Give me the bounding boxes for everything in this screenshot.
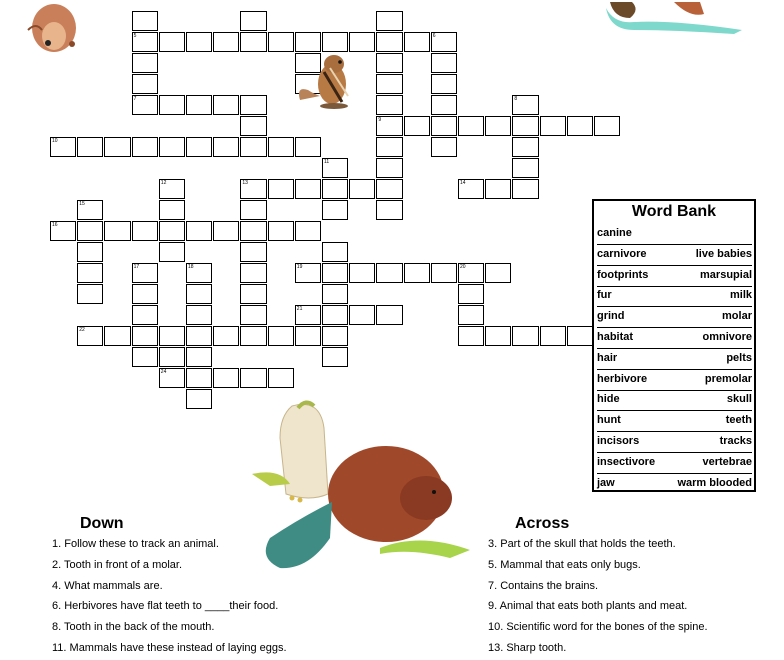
grid-cell[interactable] — [77, 263, 103, 283]
grid-cell[interactable] — [349, 305, 375, 325]
grid-cell[interactable] — [376, 11, 402, 31]
grid-cell[interactable] — [458, 116, 484, 136]
grid-cell[interactable] — [77, 326, 103, 346]
word-bank-row — [597, 245, 752, 266]
grid-cell[interactable] — [77, 242, 103, 262]
grid-cell[interactable] — [458, 326, 484, 346]
grid-cell[interactable] — [132, 53, 158, 73]
across-title: Across — [515, 515, 570, 532]
grid-cell[interactable] — [240, 221, 266, 241]
grid-cell[interactable] — [213, 326, 239, 346]
grid-cell[interactable] — [132, 326, 158, 346]
down-clue: 11. Mammals have these instead of laying eggs. — [52, 642, 287, 654]
word-bank-word: herbivore — [597, 372, 648, 385]
word-bank-word: marsupial — [700, 268, 752, 281]
word-bank-title: Word Bank — [631, 203, 717, 220]
grid-cell[interactable] — [213, 368, 239, 388]
grid-cell[interactable] — [213, 221, 239, 241]
grid-cell[interactable] — [349, 263, 375, 283]
grid-cell[interactable] — [458, 179, 484, 199]
grid-cell[interactable] — [240, 11, 266, 31]
grid-cell[interactable] — [186, 284, 212, 304]
grid-clue-number: 12 — [160, 180, 167, 186]
grid-cell[interactable] — [186, 32, 212, 52]
down-clue: 2. Tooth in front of a molar. — [52, 558, 183, 571]
grid-cell[interactable] — [567, 116, 593, 136]
grid-cell[interactable] — [322, 242, 348, 262]
grid-cell[interactable] — [159, 221, 185, 241]
grid-cell[interactable] — [132, 284, 158, 304]
grid-cell[interactable] — [77, 284, 103, 304]
grid-cell[interactable] — [240, 179, 266, 199]
grid-clue-number: 9 — [378, 117, 382, 123]
grid-clue-number: 20 — [460, 264, 466, 270]
grid-cell[interactable] — [132, 74, 158, 94]
word-bank-word: carnivore — [597, 247, 647, 260]
grid-cell[interactable] — [540, 326, 566, 346]
grid-cell[interactable] — [132, 305, 158, 325]
grid-cell[interactable] — [240, 326, 266, 346]
grid-cell[interactable] — [431, 137, 457, 157]
grid-cell[interactable] — [132, 221, 158, 241]
grid-cell[interactable] — [268, 179, 294, 199]
grid-cell[interactable] — [240, 242, 266, 262]
word-bank-word: teeth — [725, 414, 752, 427]
grid-cell[interactable] — [240, 263, 266, 283]
grid-cell[interactable] — [240, 305, 266, 325]
grid-cell[interactable] — [512, 116, 538, 136]
grid-clue-number: 14 — [460, 180, 466, 186]
grid-cell[interactable] — [159, 368, 185, 388]
grid-cell[interactable] — [322, 326, 348, 346]
word-bank-row — [597, 307, 752, 328]
across-clue: 7. Contains the brains. — [488, 579, 599, 592]
grid-cell[interactable] — [404, 263, 430, 283]
grid-cell[interactable] — [132, 347, 158, 367]
grid-cell[interactable] — [431, 32, 457, 52]
grid-cell[interactable] — [458, 305, 484, 325]
across-clue: 9. Animal that eats both plants and meat. — [488, 600, 688, 613]
grid-cell[interactable] — [295, 263, 321, 283]
grid-cell[interactable] — [159, 179, 185, 199]
grid-cell[interactable] — [322, 263, 348, 283]
grid-cell[interactable] — [268, 32, 294, 52]
grid-cell[interactable] — [485, 263, 511, 283]
grid-clue-number: 13 — [242, 180, 248, 186]
grid-clue-number: 21 — [296, 306, 303, 312]
word-bank-row — [597, 286, 752, 307]
across-clue: 13. Sharp tooth. — [488, 642, 567, 654]
beaver-illustration — [250, 398, 472, 574]
grid-cell[interactable] — [295, 221, 321, 241]
grid-cell[interactable] — [512, 179, 538, 199]
grid-cell[interactable] — [186, 389, 212, 409]
word-bank-row — [597, 411, 752, 432]
down-clue: 6. Herbivores have flat teeth to ____their food. — [52, 600, 279, 613]
squirrel-illustration — [24, 0, 80, 58]
grid-cell[interactable] — [322, 305, 348, 325]
down-title: Down — [80, 515, 124, 532]
word-bank-word: fur — [597, 289, 612, 302]
grid-cell[interactable] — [322, 200, 348, 220]
otter-illustration — [604, 0, 744, 36]
grid-cell[interactable] — [295, 179, 321, 199]
grid-clue-number: 5 — [133, 33, 137, 39]
word-bank-word: canine — [597, 227, 632, 239]
grid-cell[interactable] — [458, 284, 484, 304]
word-bank-row — [597, 224, 752, 245]
grid-cell[interactable] — [268, 221, 294, 241]
grid-cell[interactable] — [213, 137, 239, 157]
grid-cell[interactable] — [376, 53, 402, 73]
grid-cell[interactable] — [186, 263, 212, 283]
word-bank-word: molar — [722, 310, 752, 323]
grid-cell[interactable] — [376, 200, 402, 220]
grid-cell[interactable] — [186, 137, 212, 157]
down-clue: 8. Tooth in the back of the mouth. — [52, 621, 215, 634]
grid-cell[interactable] — [240, 200, 266, 220]
word-bank-word: tracks — [719, 435, 752, 447]
word-bank — [592, 199, 756, 492]
word-bank-word: live babies — [695, 247, 752, 260]
grid-clue-number: 19 — [296, 264, 303, 270]
grid-cell[interactable] — [186, 368, 212, 388]
grid-cell[interactable] — [240, 32, 266, 52]
grid-cell[interactable] — [132, 263, 158, 283]
grid-cell[interactable] — [322, 179, 348, 199]
grid-clue-number: 6 — [432, 33, 436, 39]
grid-cell[interactable] — [104, 326, 130, 346]
grid-cell[interactable] — [159, 137, 185, 157]
word-bank-word: hunt — [597, 414, 621, 427]
grid-cell[interactable] — [567, 326, 593, 346]
grid-cell[interactable] — [159, 200, 185, 220]
grid-cell[interactable] — [512, 95, 538, 115]
down-clue: 1. Follow these to track an animal. — [52, 538, 219, 550]
grid-cell[interactable] — [77, 221, 103, 241]
grid-clue-number: 11 — [324, 159, 330, 165]
word-bank-word: pelts — [726, 351, 752, 364]
grid-cell[interactable] — [159, 95, 185, 115]
grid-cell[interactable] — [186, 221, 212, 241]
grid-clue-number: 22 — [79, 327, 85, 333]
word-bank-word: habitat — [597, 331, 634, 343]
grid-cell[interactable] — [594, 116, 620, 136]
grid-cell[interactable] — [104, 137, 130, 157]
word-bank-word: grind — [597, 310, 625, 323]
grid-cell[interactable] — [132, 137, 158, 157]
grid-cell[interactable] — [240, 368, 266, 388]
grid-cell[interactable] — [431, 263, 457, 283]
word-bank-word: hide — [597, 393, 620, 406]
grid-cell[interactable] — [431, 95, 457, 115]
grid-cell[interactable] — [213, 32, 239, 52]
across-clue: 5. Mammal that eats only bugs. — [488, 558, 641, 571]
word-bank-word: warm blooded — [677, 476, 752, 489]
grid-cell[interactable] — [376, 74, 402, 94]
grid-clue-number: 10 — [52, 138, 58, 144]
grid-clue-number: 16 — [52, 222, 58, 228]
grid-cell[interactable] — [268, 326, 294, 346]
word-bank-word: insectivore — [597, 455, 656, 468]
grid-cell[interactable] — [376, 95, 402, 115]
grid-cell[interactable] — [485, 326, 511, 346]
grid-cell[interactable] — [50, 221, 76, 241]
grid-cell[interactable] — [213, 95, 239, 115]
grid-cell[interactable] — [458, 263, 484, 283]
grid-cell[interactable] — [404, 116, 430, 136]
grid-cell[interactable] — [77, 200, 103, 220]
grid-cell[interactable] — [376, 32, 402, 52]
word-bank-word: jaw — [597, 476, 615, 489]
grid-cell[interactable] — [159, 242, 185, 262]
word-bank-word: incisors — [597, 435, 640, 447]
grid-cell[interactable] — [512, 158, 538, 178]
grid-cell[interactable] — [132, 95, 158, 115]
word-bank-word: omnivore — [702, 331, 752, 343]
grid-clue-number: 17 — [133, 264, 140, 270]
grid-cell[interactable] — [186, 305, 212, 325]
across-clue: 10. Scientific word for the bones of the spine. — [488, 621, 708, 634]
grid-cell[interactable] — [268, 137, 294, 157]
grid-cell[interactable] — [159, 347, 185, 367]
word-bank-word: hair — [597, 351, 618, 364]
grid-cell[interactable] — [268, 368, 294, 388]
grid-cell[interactable] — [186, 326, 212, 346]
grid-cell[interactable] — [132, 11, 158, 31]
grid-cell[interactable] — [240, 137, 266, 157]
grid-cell[interactable] — [240, 116, 266, 136]
grid-cell[interactable] — [322, 347, 348, 367]
grid-cell[interactable] — [540, 116, 566, 136]
word-bank-row — [597, 328, 752, 349]
word-bank-row — [597, 266, 752, 287]
grid-clue-number: 18 — [188, 264, 194, 270]
grid-cell[interactable] — [104, 221, 130, 241]
grid-cell[interactable] — [186, 347, 212, 367]
grid-cell[interactable] — [485, 179, 511, 199]
grid-cell[interactable] — [240, 95, 266, 115]
down-clue: 4. What mammals are. — [52, 579, 163, 592]
grid-cell[interactable] — [376, 305, 402, 325]
grid-cell[interactable] — [404, 32, 430, 52]
chipmunk-illustration — [294, 46, 360, 110]
grid-cell[interactable] — [431, 53, 457, 73]
word-bank-word: vertebrae — [702, 455, 752, 468]
grid-cell[interactable] — [376, 116, 402, 136]
grid-cell[interactable] — [376, 158, 402, 178]
word-bank-row — [597, 453, 752, 474]
word-bank-word: footprints — [597, 268, 649, 281]
grid-cell[interactable] — [159, 32, 185, 52]
across-clue: 3. Part of the skull that holds the teeth. — [488, 538, 676, 550]
grid-clue-number: 24 — [160, 369, 167, 375]
grid-clue-number: 7 — [133, 96, 137, 102]
grid-cell[interactable] — [376, 179, 402, 199]
word-bank-word: milk — [729, 289, 752, 302]
grid-cell[interactable] — [132, 32, 158, 52]
word-bank-word: skull — [726, 393, 752, 406]
grid-clue-number: 8 — [514, 96, 518, 102]
word-bank-row — [597, 432, 752, 453]
grid-cell[interactable] — [485, 116, 511, 136]
grid-cell[interactable] — [512, 326, 538, 346]
grid-cell[interactable] — [159, 326, 185, 346]
grid-cell[interactable] — [240, 284, 266, 304]
grid-cell[interactable] — [322, 284, 348, 304]
word-bank-word: premolar — [704, 372, 752, 385]
grid-cell[interactable] — [349, 179, 375, 199]
grid-cell[interactable] — [295, 137, 321, 157]
word-bank-row — [597, 370, 752, 391]
grid-cell[interactable] — [431, 74, 457, 94]
grid-cell[interactable] — [512, 137, 538, 157]
word-bank-row — [597, 349, 752, 370]
grid-clue-number: 15 — [79, 201, 85, 207]
word-bank-row — [597, 474, 752, 494]
grid-cell[interactable] — [186, 95, 212, 115]
grid-cell[interactable] — [77, 137, 103, 157]
grid-cell[interactable] — [295, 305, 321, 325]
grid-cell[interactable] — [295, 326, 321, 346]
grid-cell[interactable] — [376, 137, 402, 157]
grid-cell[interactable] — [50, 137, 76, 157]
grid-cell[interactable] — [431, 116, 457, 136]
grid-cell[interactable] — [376, 263, 402, 283]
word-bank-row — [597, 390, 752, 411]
grid-cell[interactable] — [322, 158, 348, 178]
